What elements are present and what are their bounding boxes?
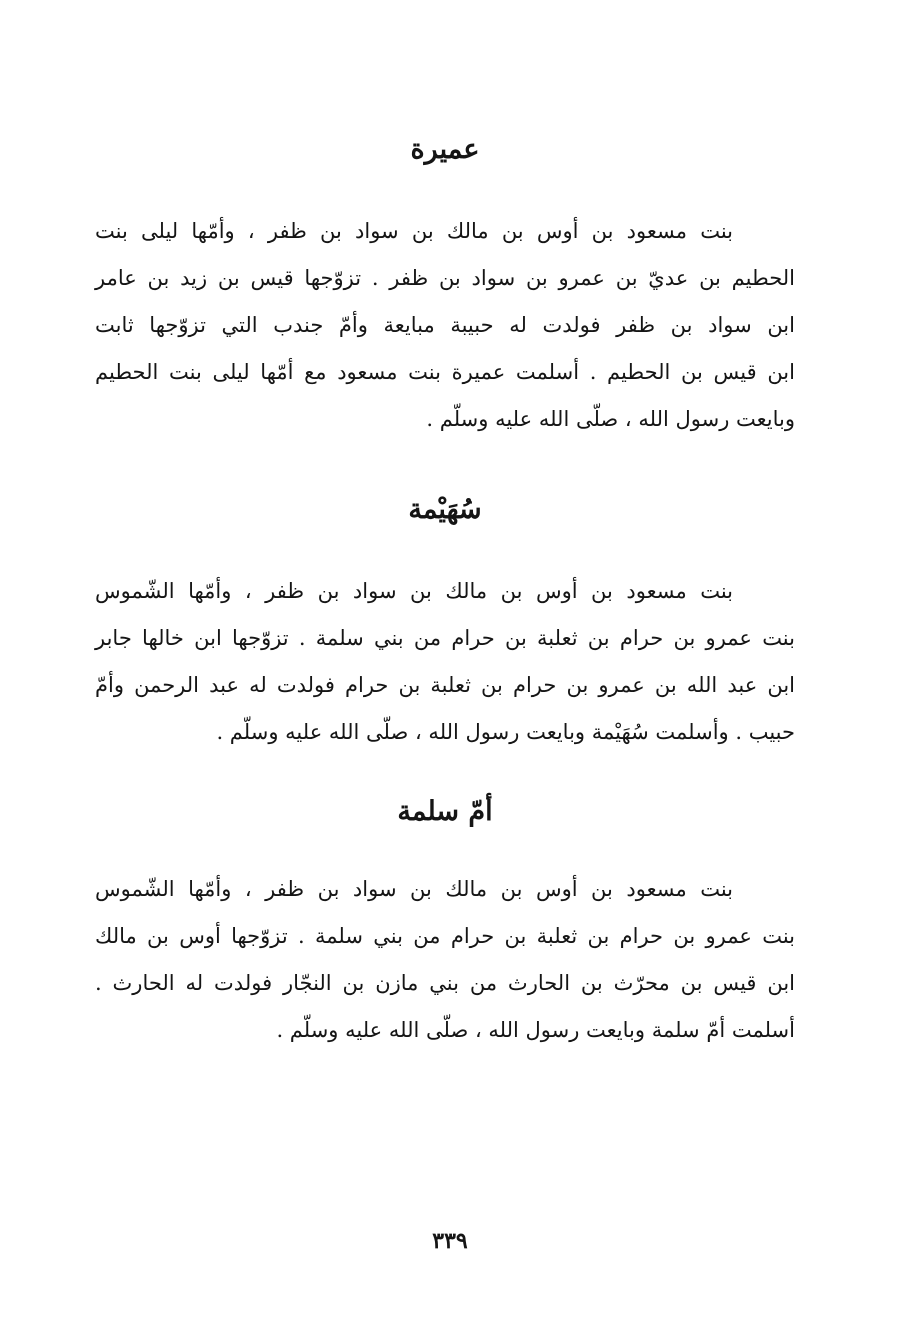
body-line: ابن سواد بن ظفر فولدت له حبيبة مبايعة وأمّ جندب التي تزوّجها ثابت [95, 313, 795, 337]
entry-heading: سُهَيْمة [408, 494, 482, 525]
body-line: بنت عمرو بن حرام بن ثعلبة بن حرام من بني سلمة . تزوّجها أوس بن مالك [95, 924, 795, 948]
body-line: الحطيم بن عديّ بن عمرو بن سواد بن ظفر . تزوّجها قيس بن زيد بن عامر [95, 266, 795, 290]
entry-umayra [95, 130, 795, 443]
body-line: بنت مسعود بن أوس بن مالك بن سواد بن ظفر ، وأمّها ليلى بنت [95, 219, 733, 243]
body-line: وبايعت رسول الله ، صلّى الله عليه وسلّم . [426, 407, 795, 431]
entry-heading: عميرة [410, 134, 480, 165]
body-line: بنت عمرو بن حرام بن ثعلبة بن حرام من بني سلمة . تزوّجها ابن خالها جابر [95, 626, 795, 650]
entry-body [95, 208, 795, 443]
entry-umm-salama [95, 792, 795, 1054]
entry-body [95, 866, 795, 1054]
body-line: حبيب . وأسلمت سُهَيْمة وبايعت رسول الله ، صلّى الله عليه وسلّم . [216, 720, 795, 744]
entry-heading: أمّ سلمة [397, 796, 493, 827]
body-line: ابن قيس بن محرّث بن الحارث من بني مازن بن النجّار فولدت له الحارث . [95, 971, 795, 995]
entry-suhayma [95, 490, 795, 756]
body-line: ابن قيس بن الحطيم . أسلمت عميرة بنت مسعود مع أمّها ليلى بنت الحطيم [95, 360, 795, 384]
page-number: ٣٣٩ [432, 1228, 468, 1254]
body-line: ابن عبد الله بن عمرو بن حرام بن ثعلبة بن حرام فولدت له عبد الرحمن وأمّ [95, 673, 795, 697]
body-line: بنت مسعود بن أوس بن مالك بن سواد بن ظفر ، وأمّها الشّموس [95, 579, 733, 603]
entry-body [95, 568, 795, 756]
body-line: بنت مسعود بن أوس بن مالك بن سواد بن ظفر ، وأمّها الشّموس [95, 877, 733, 901]
body-line: أسلمت أمّ سلمة وبايعت رسول الله ، صلّى الله عليه وسلّم . [276, 1018, 795, 1042]
